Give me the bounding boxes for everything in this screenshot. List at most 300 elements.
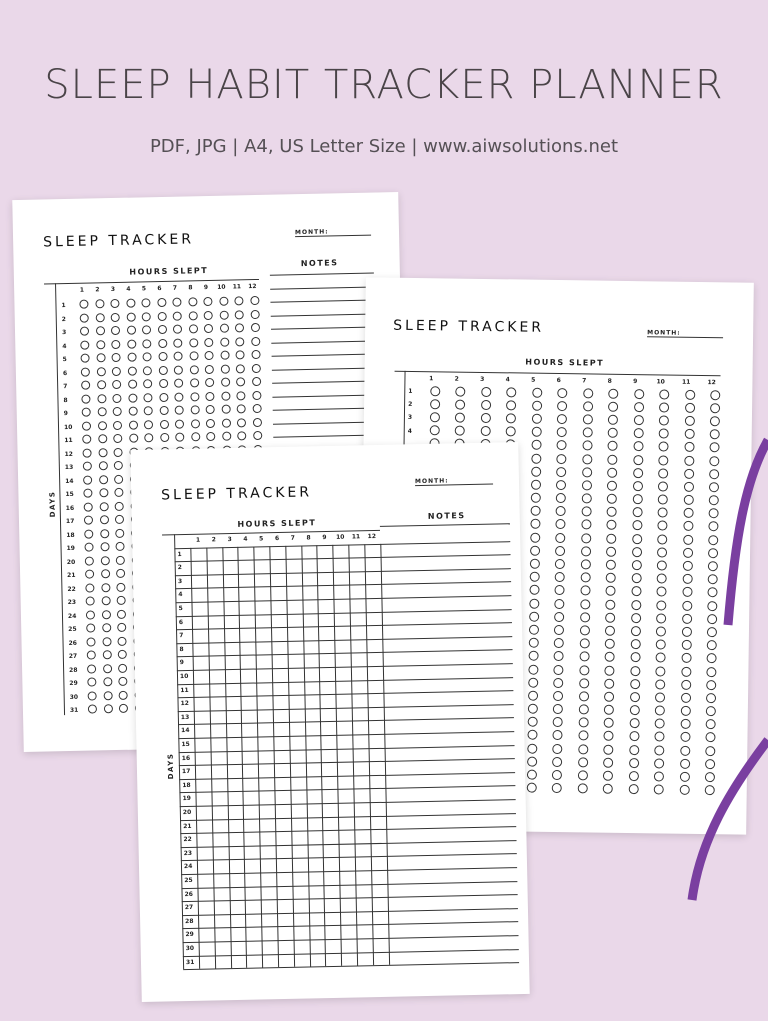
sleep-hour-circle[interactable] [96, 326, 105, 335]
sleep-hour-circle[interactable] [86, 583, 95, 592]
sleep-hour-cell[interactable] [191, 561, 207, 575]
sleep-hour-cell[interactable] [209, 696, 225, 710]
sleep-hour-cell[interactable] [213, 860, 229, 874]
sleep-hour-cell[interactable] [351, 666, 367, 680]
sleep-hour-circle[interactable] [705, 785, 715, 795]
sleep-hour-circle[interactable] [158, 339, 167, 348]
sleep-hour-circle[interactable] [604, 731, 614, 741]
sleep-hour-cell[interactable] [245, 900, 261, 914]
sleep-hour-circle[interactable] [582, 441, 592, 451]
sleep-hour-cell[interactable] [238, 546, 254, 560]
sleep-hour-circle[interactable] [556, 519, 566, 529]
sleep-hour-cell[interactable] [242, 764, 258, 778]
sleep-hour-circle[interactable] [532, 387, 542, 397]
sleep-hour-cell[interactable] [286, 586, 302, 600]
sleep-hour-cell[interactable] [223, 587, 239, 601]
sleep-hour-cell[interactable] [191, 602, 207, 616]
sleep-hour-cell[interactable] [257, 736, 273, 750]
sleep-hour-circle[interactable] [656, 626, 666, 636]
sleep-hour-circle[interactable] [100, 529, 109, 538]
sleep-hour-cell[interactable] [291, 804, 307, 818]
sleep-hour-circle[interactable] [583, 414, 593, 424]
sleep-hour-circle[interactable] [118, 637, 127, 646]
sleep-hour-cell[interactable] [257, 709, 273, 723]
sleep-hour-circle[interactable] [128, 380, 137, 389]
sleep-hour-cell[interactable] [197, 860, 213, 874]
sleep-hour-circle[interactable] [581, 546, 591, 556]
sleep-hour-cell[interactable] [258, 763, 274, 777]
sleep-hour-circle[interactable] [603, 784, 613, 794]
sleep-hour-circle[interactable] [708, 548, 718, 558]
sleep-hour-cell[interactable] [364, 544, 380, 558]
sleep-hour-circle[interactable] [683, 548, 693, 558]
sleep-hour-cell[interactable] [255, 627, 271, 641]
sleep-hour-cell[interactable] [318, 626, 334, 640]
sleep-hour-circle[interactable] [188, 298, 197, 307]
sleep-hour-circle[interactable] [603, 758, 613, 768]
sleep-hour-circle[interactable] [555, 599, 565, 609]
sleep-hour-cell[interactable] [306, 776, 322, 790]
sleep-hour-circle[interactable] [219, 310, 228, 319]
sleep-hour-cell[interactable] [304, 708, 320, 722]
sleep-hour-circle[interactable] [112, 353, 121, 362]
sleep-hour-circle[interactable] [526, 783, 536, 793]
sleep-hour-circle[interactable] [579, 638, 589, 648]
sleep-hour-cell[interactable] [226, 750, 242, 764]
sleep-hour-circle[interactable] [630, 679, 640, 689]
sleep-hour-circle[interactable] [173, 325, 182, 334]
sleep-hour-circle[interactable] [206, 405, 215, 414]
sleep-hour-circle[interactable] [683, 534, 693, 544]
sleep-hour-cell[interactable] [352, 721, 368, 735]
sleep-hour-circle[interactable] [85, 556, 94, 565]
sleep-hour-circle[interactable] [578, 757, 588, 767]
sleep-hour-cell[interactable] [225, 710, 241, 724]
sleep-hour-cell[interactable] [334, 612, 350, 626]
sleep-hour-cell[interactable] [371, 856, 387, 870]
sleep-hour-cell[interactable] [365, 584, 381, 598]
sleep-hour-cell[interactable] [349, 585, 365, 599]
sleep-hour-cell[interactable] [303, 640, 319, 654]
sleep-hour-cell[interactable] [274, 763, 290, 777]
sleep-hour-circle[interactable] [113, 434, 122, 443]
sleep-hour-circle[interactable] [88, 691, 97, 700]
sleep-hour-circle[interactable] [557, 454, 567, 464]
sleep-hour-cell[interactable] [214, 900, 230, 914]
sleep-hour-cell[interactable] [191, 588, 207, 602]
sleep-hour-circle[interactable] [83, 448, 92, 457]
sleep-hour-cell[interactable] [324, 912, 340, 926]
sleep-hour-circle[interactable] [581, 520, 591, 530]
sleep-hour-circle[interactable] [175, 406, 184, 415]
sleep-hour-cell[interactable] [348, 544, 364, 558]
sleep-hour-cell[interactable] [351, 680, 367, 694]
sleep-hour-cell[interactable] [324, 884, 340, 898]
sleep-hour-circle[interactable] [681, 653, 691, 663]
sleep-hour-circle[interactable] [189, 351, 198, 360]
sleep-hour-circle[interactable] [126, 312, 135, 321]
sleep-hour-cell[interactable] [322, 803, 338, 817]
sleep-hour-circle[interactable] [251, 350, 260, 359]
sleep-hour-cell[interactable] [357, 938, 373, 952]
sleep-hour-circle[interactable] [80, 300, 89, 309]
sleep-hour-cell[interactable] [275, 831, 291, 845]
sleep-hour-cell[interactable] [309, 953, 325, 967]
sleep-hour-cell[interactable] [227, 805, 243, 819]
sleep-hour-circle[interactable] [706, 719, 716, 729]
sleep-hour-circle[interactable] [142, 339, 151, 348]
sleep-hour-cell[interactable] [355, 870, 371, 884]
sleep-hour-cell[interactable] [276, 858, 292, 872]
sleep-hour-circle[interactable] [631, 573, 641, 583]
sleep-hour-circle[interactable] [206, 419, 215, 428]
sleep-hour-cell[interactable] [270, 586, 286, 600]
sleep-hour-circle[interactable] [506, 413, 516, 423]
sleep-hour-circle[interactable] [116, 556, 125, 565]
sleep-hour-cell[interactable] [269, 545, 285, 559]
sleep-hour-cell[interactable] [254, 573, 270, 587]
sleep-hour-circle[interactable] [556, 506, 566, 516]
sleep-hour-cell[interactable] [340, 898, 356, 912]
sleep-hour-cell[interactable] [208, 628, 224, 642]
sleep-hour-circle[interactable] [553, 691, 563, 701]
sleep-hour-cell[interactable] [308, 898, 324, 912]
sleep-hour-cell[interactable] [307, 817, 323, 831]
sleep-hour-circle[interactable] [102, 650, 111, 659]
sleep-hour-circle[interactable] [190, 378, 199, 387]
sleep-hour-circle[interactable] [114, 475, 123, 484]
sleep-hour-cell[interactable] [196, 805, 212, 819]
sleep-hour-circle[interactable] [709, 522, 719, 532]
notes-line[interactable] [270, 286, 374, 289]
sleep-hour-circle[interactable] [144, 420, 153, 429]
sleep-hour-circle[interactable] [580, 586, 590, 596]
sleep-hour-circle[interactable] [530, 519, 540, 529]
sleep-hour-circle[interactable] [581, 507, 591, 517]
sleep-hour-circle[interactable] [190, 392, 199, 401]
sleep-hour-cell[interactable] [212, 832, 228, 846]
sleep-hour-circle[interactable] [557, 388, 567, 398]
sleep-hour-circle[interactable] [118, 650, 127, 659]
sleep-hour-circle[interactable] [556, 467, 566, 477]
sleep-hour-circle[interactable] [252, 404, 261, 413]
sleep-hour-cell[interactable] [241, 682, 257, 696]
sleep-hour-cell[interactable] [210, 751, 226, 765]
sleep-hour-cell[interactable] [309, 939, 325, 953]
sleep-hour-cell[interactable] [195, 751, 211, 765]
sleep-hour-circle[interactable] [657, 574, 667, 584]
sleep-hour-circle[interactable] [82, 408, 91, 417]
sleep-hour-circle[interactable] [631, 626, 641, 636]
sleep-hour-cell[interactable] [243, 818, 259, 832]
sleep-hour-circle[interactable] [220, 337, 229, 346]
sleep-hour-cell[interactable] [335, 667, 351, 681]
sleep-hour-circle[interactable] [680, 719, 690, 729]
sleep-hour-circle[interactable] [530, 545, 540, 555]
sleep-hour-circle[interactable] [100, 556, 109, 565]
sleep-hour-circle[interactable] [630, 692, 640, 702]
sleep-hour-cell[interactable] [258, 750, 274, 764]
sleep-hour-circle[interactable] [555, 559, 565, 569]
sleep-hour-cell[interactable] [245, 872, 261, 886]
sleep-hour-circle[interactable] [554, 665, 564, 675]
sleep-hour-circle[interactable] [175, 392, 184, 401]
sleep-hour-cell[interactable] [241, 723, 257, 737]
sleep-hour-cell[interactable] [245, 913, 261, 927]
sleep-hour-cell[interactable] [243, 777, 259, 791]
sleep-hour-cell[interactable] [254, 559, 270, 573]
sleep-hour-circle[interactable] [634, 389, 644, 399]
sleep-hour-circle[interactable] [528, 691, 538, 701]
sleep-hour-circle[interactable] [114, 461, 123, 470]
sleep-hour-cell[interactable] [270, 559, 286, 573]
sleep-hour-circle[interactable] [552, 783, 562, 793]
sleep-hour-circle[interactable] [685, 389, 695, 399]
sleep-hour-circle[interactable] [654, 771, 664, 781]
sleep-hour-cell[interactable] [193, 656, 209, 670]
sleep-hour-cell[interactable] [206, 560, 222, 574]
sleep-hour-circle[interactable] [144, 433, 153, 442]
sleep-hour-cell[interactable] [303, 667, 319, 681]
sleep-hour-circle[interactable] [530, 493, 540, 503]
sleep-hour-circle[interactable] [115, 529, 124, 538]
sleep-hour-cell[interactable] [199, 955, 215, 969]
sleep-hour-cell[interactable] [243, 805, 259, 819]
sleep-hour-cell[interactable] [238, 560, 254, 574]
sleep-hour-circle[interactable] [632, 560, 642, 570]
sleep-hour-cell[interactable] [349, 598, 365, 612]
sleep-hour-circle[interactable] [159, 393, 168, 402]
sleep-hour-circle[interactable] [655, 705, 665, 715]
sleep-hour-cell[interactable] [309, 912, 325, 926]
sleep-hour-circle[interactable] [529, 625, 539, 635]
sleep-hour-cell[interactable] [243, 791, 259, 805]
sleep-hour-cell[interactable] [350, 625, 366, 639]
sleep-hour-cell[interactable] [353, 789, 369, 803]
sleep-hour-circle[interactable] [250, 310, 259, 319]
sleep-hour-cell[interactable] [278, 953, 294, 967]
sleep-hour-cell[interactable] [270, 600, 286, 614]
sleep-hour-cell[interactable] [260, 845, 276, 859]
sleep-hour-cell[interactable] [270, 573, 286, 587]
sleep-hour-cell[interactable] [272, 668, 288, 682]
sleep-hour-circle[interactable] [506, 426, 516, 436]
notes-line[interactable] [272, 381, 376, 384]
sleep-hour-cell[interactable] [271, 641, 287, 655]
sleep-hour-circle[interactable] [607, 481, 617, 491]
sleep-hour-circle[interactable] [680, 732, 690, 742]
sleep-hour-circle[interactable] [531, 466, 541, 476]
sleep-hour-cell[interactable] [287, 654, 303, 668]
sleep-hour-cell[interactable] [240, 641, 256, 655]
sleep-hour-circle[interactable] [606, 533, 616, 543]
sleep-hour-circle[interactable] [528, 664, 538, 674]
sleep-hour-circle[interactable] [221, 405, 230, 414]
sleep-hour-circle[interactable] [190, 365, 199, 374]
sleep-hour-cell[interactable] [302, 586, 318, 600]
sleep-hour-circle[interactable] [143, 366, 152, 375]
sleep-hour-circle[interactable] [557, 427, 567, 437]
sleep-hour-circle[interactable] [87, 651, 96, 660]
sleep-hour-cell[interactable] [319, 640, 335, 654]
sleep-hour-cell[interactable] [246, 954, 262, 968]
sleep-hour-circle[interactable] [684, 468, 694, 478]
sleep-hour-circle[interactable] [84, 502, 93, 511]
sleep-hour-circle[interactable] [236, 351, 245, 360]
sleep-hour-circle[interactable] [174, 352, 183, 361]
sleep-hour-cell[interactable] [356, 897, 372, 911]
sleep-hour-cell[interactable] [238, 573, 254, 587]
sleep-hour-circle[interactable] [481, 413, 491, 423]
sleep-hour-cell[interactable] [290, 776, 306, 790]
sleep-hour-circle[interactable] [605, 665, 615, 675]
sleep-hour-cell[interactable] [287, 613, 303, 627]
sleep-hour-cell[interactable] [207, 574, 223, 588]
notes-line[interactable] [273, 408, 377, 411]
sleep-hour-circle[interactable] [173, 311, 182, 320]
sleep-hour-circle[interactable] [710, 456, 720, 466]
sleep-hour-cell[interactable] [209, 669, 225, 683]
sleep-hour-circle[interactable] [86, 624, 95, 633]
sleep-hour-circle[interactable] [582, 428, 592, 438]
sleep-hour-circle[interactable] [710, 429, 720, 439]
sleep-hour-cell[interactable] [338, 803, 354, 817]
sleep-hour-circle[interactable] [555, 585, 565, 595]
sleep-hour-circle[interactable] [102, 623, 111, 632]
sleep-hour-circle[interactable] [684, 455, 694, 465]
sleep-hour-circle[interactable] [189, 338, 198, 347]
sleep-hour-circle[interactable] [632, 494, 642, 504]
sleep-hour-cell[interactable] [304, 694, 320, 708]
sleep-hour-cell[interactable] [259, 804, 275, 818]
sleep-hour-circle[interactable] [430, 399, 440, 409]
sleep-hour-cell[interactable] [367, 666, 383, 680]
sleep-hour-circle[interactable] [709, 469, 719, 479]
sleep-hour-circle[interactable] [87, 637, 96, 646]
sleep-hour-cell[interactable] [225, 682, 241, 696]
sleep-hour-cell[interactable] [301, 545, 317, 559]
sleep-hour-cell[interactable] [195, 778, 211, 792]
sleep-hour-circle[interactable] [82, 421, 91, 430]
sleep-hour-circle[interactable] [579, 691, 589, 701]
sleep-hour-cell[interactable] [245, 886, 261, 900]
sleep-hour-circle[interactable] [655, 719, 665, 729]
sleep-hour-circle[interactable] [118, 664, 127, 673]
sleep-hour-circle[interactable] [680, 745, 690, 755]
sleep-hour-cell[interactable] [239, 614, 255, 628]
sleep-hour-cell[interactable] [291, 844, 307, 858]
sleep-hour-cell[interactable] [338, 789, 354, 803]
sleep-hour-circle[interactable] [250, 296, 259, 305]
sleep-hour-cell[interactable] [224, 628, 240, 642]
sleep-hour-cell[interactable] [230, 914, 246, 928]
sleep-hour-circle[interactable] [111, 313, 120, 322]
sleep-hour-circle[interactable] [531, 440, 541, 450]
sleep-hour-circle[interactable] [455, 399, 465, 409]
sleep-hour-circle[interactable] [554, 625, 564, 635]
sleep-hour-circle[interactable] [681, 666, 691, 676]
sleep-hour-cell[interactable] [292, 858, 308, 872]
sleep-hour-cell[interactable] [229, 873, 245, 887]
sleep-hour-circle[interactable] [175, 433, 184, 442]
sleep-hour-cell[interactable] [256, 682, 272, 696]
sleep-hour-cell[interactable] [322, 776, 338, 790]
sleep-hour-circle[interactable] [682, 600, 692, 610]
sleep-hour-cell[interactable] [368, 720, 384, 734]
sleep-hour-cell[interactable] [225, 696, 241, 710]
sleep-hour-circle[interactable] [127, 339, 136, 348]
sleep-hour-cell[interactable] [372, 924, 388, 938]
sleep-hour-cell[interactable] [211, 764, 227, 778]
sleep-hour-cell[interactable] [196, 833, 212, 847]
sleep-hour-circle[interactable] [604, 705, 614, 715]
sleep-hour-cell[interactable] [275, 817, 291, 831]
sleep-hour-cell[interactable] [230, 941, 246, 955]
sleep-hour-circle[interactable] [98, 448, 107, 457]
sleep-hour-cell[interactable] [365, 598, 381, 612]
sleep-hour-circle[interactable] [220, 351, 229, 360]
month-field[interactable]: MONTH: [647, 329, 723, 338]
sleep-hour-cell[interactable] [369, 775, 385, 789]
sleep-hour-circle[interactable] [97, 394, 106, 403]
sleep-hour-circle[interactable] [88, 678, 97, 687]
sleep-hour-circle[interactable] [553, 704, 563, 714]
sleep-hour-circle[interactable] [603, 771, 613, 781]
sleep-hour-circle[interactable] [220, 324, 229, 333]
sleep-hour-cell[interactable] [213, 873, 229, 887]
sleep-hour-circle[interactable] [82, 435, 91, 444]
sleep-hour-circle[interactable] [455, 413, 465, 423]
sleep-hour-circle[interactable] [553, 730, 563, 740]
sleep-hour-circle[interactable] [237, 391, 246, 400]
sleep-hour-circle[interactable] [529, 611, 539, 621]
sleep-hour-circle[interactable] [528, 638, 538, 648]
sleep-hour-circle[interactable] [532, 400, 542, 410]
sleep-hour-circle[interactable] [99, 461, 108, 470]
sleep-hour-circle[interactable] [683, 495, 693, 505]
sleep-hour-circle[interactable] [607, 507, 617, 517]
sleep-hour-circle[interactable] [659, 442, 669, 452]
sleep-hour-circle[interactable] [527, 717, 537, 727]
sleep-hour-circle[interactable] [606, 560, 616, 570]
sleep-hour-cell[interactable] [308, 885, 324, 899]
sleep-hour-circle[interactable] [142, 312, 151, 321]
sleep-hour-cell[interactable] [226, 737, 242, 751]
sleep-hour-circle[interactable] [556, 480, 566, 490]
sleep-hour-cell[interactable] [276, 845, 292, 859]
sleep-hour-cell[interactable] [325, 952, 341, 966]
sleep-hour-cell[interactable] [371, 883, 387, 897]
sleep-hour-circle[interactable] [608, 428, 618, 438]
sleep-hour-cell[interactable] [239, 587, 255, 601]
sleep-hour-circle[interactable] [205, 351, 214, 360]
sleep-hour-cell[interactable] [289, 722, 305, 736]
sleep-hour-cell[interactable] [369, 788, 385, 802]
sleep-hour-circle[interactable] [173, 298, 182, 307]
sleep-hour-circle[interactable] [685, 403, 695, 413]
sleep-hour-circle[interactable] [117, 583, 126, 592]
sleep-hour-cell[interactable] [273, 709, 289, 723]
sleep-hour-circle[interactable] [554, 638, 564, 648]
sleep-hour-cell[interactable] [301, 558, 317, 572]
sleep-hour-cell[interactable] [367, 707, 383, 721]
sleep-hour-circle[interactable] [95, 299, 104, 308]
sleep-hour-circle[interactable] [86, 597, 95, 606]
sleep-hour-circle[interactable] [707, 640, 717, 650]
sleep-hour-cell[interactable] [285, 559, 301, 573]
sleep-hour-cell[interactable] [223, 601, 239, 615]
sleep-hour-cell[interactable] [352, 707, 368, 721]
